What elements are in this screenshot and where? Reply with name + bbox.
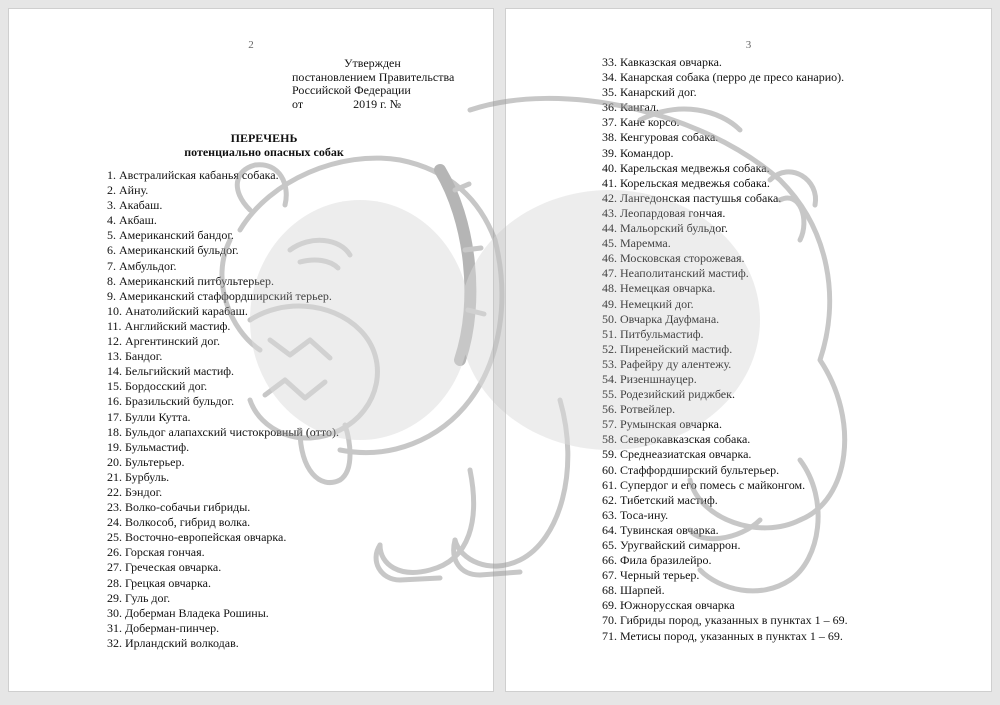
breed-list-left-item: 10. Анатолийский карабаш. [107,303,248,318]
breed-list-right-item: 64. Тувинская овчарка. [602,522,719,537]
breed-list-right-item: 34. Канарская собака (перро де пресо канарио). [602,70,845,85]
breed-list-right-item: 53. Рафейру ду алентежу. [602,356,732,371]
breed-list-left-item: 21. Бурбуль. [107,469,170,484]
breed-list-right-item: 40. Карельская медвежья собака. [602,160,770,175]
breed-list-left-item: 6. Американский бульдог. [107,243,239,258]
breed-list-left-item: 24. Волкособ, гибрид волка. [107,515,251,530]
breed-list-right-item: 35. Канарский дог. [602,85,697,100]
breed-list-left-item: 17. Булли Кутта. [107,409,191,424]
document-page-right [505,8,992,692]
breed-list-left-item: 1. Австралийская кабанья собака. [107,168,279,182]
breed-list-right-item: 37. Кане корсо. [602,115,680,130]
breed-list-right-item: 43. Леопардовая гончая. [602,205,726,220]
breed-list-left-item: 28. Грецкая овчарка. [107,575,211,590]
breed-list-left-item: 29. Гуль дог. [107,590,171,605]
approval-line-2: постановлением Правительства [292,69,455,84]
breed-list-right-item: 60. Стаффордширский бультерьер. [602,462,780,477]
breed-list-left-item: 15. Бордосский дог. [107,379,208,394]
breed-list-right-item: 62. Тибетский мастиф. [602,492,718,507]
breed-list-left [107,168,339,651]
breed-list-right-item: 52. Пиренейский мастиф. [602,341,733,356]
breed-list-right-item: 45. Маремма. [602,236,671,251]
breed-list-right-item: 38. Кенгуровая собака. [602,130,719,145]
breed-list-right-item: 55. Родезийский риджбек. [602,387,735,402]
breed-list-right-item: 56. Ротвейлер. [602,402,676,417]
breed-list-right-item: 39. Командор. [602,145,674,160]
breed-list-left-item: 4. Акбаш. [107,213,157,228]
breed-list-left-item: 16. Бразильский бульдог. [107,394,235,409]
breed-list-left-item: 32. Ирландский волкодав. [107,635,239,650]
approval-date-year: 2019 г. № [353,96,402,111]
breed-list-right-item: 46. Московская сторожевая. [602,251,745,266]
page-number-left: 2 [248,39,254,51]
breed-list-left-item: 30. Доберман Владека Рошины. [107,605,269,620]
breed-list-right-item: 69. Южнорусская овчарка [602,598,735,613]
breed-list-right-item: 42. Лангедонская пастушья собака. [602,190,782,205]
breed-list-right-item: 67. Черный терьер. [602,568,700,583]
breed-list-right-item: 36. Кангал. [602,100,659,115]
title-subheading: потенциально опасных собак [184,145,344,159]
breed-list-left-item: 25. Восточно-европейская овчарка. [107,530,287,545]
approval-date-prefix: от [292,96,304,111]
breed-list-left-item: 19. Бульмастиф. [107,439,190,454]
approval-date-row [292,98,454,112]
breed-list-right-item: 49. Немецкий дог. [602,296,694,311]
breed-list-right-item: 59. Среднеазиатская овчарка. [602,447,752,462]
breed-list-right-item: 33. Кавказская овчарка. [602,55,722,69]
breed-list-right-item: 44. Мальорский бульдог. [602,221,728,236]
document-page-left [8,8,494,692]
breed-list-right-item: 68. Шарпей. [602,583,665,598]
breed-list-right-item: 41. Корельская медвежья собака. [602,175,770,190]
breed-list-right-item: 66. Фила бразилейро. [602,553,712,568]
breed-list-right-item: 54. Ризеншнауцер. [602,371,697,386]
breed-list-right-item: 63. Тоса-ину. [602,507,669,522]
breed-list-right-item: 48. Немецкая овчарка. [602,281,716,296]
breed-list-left-item: 9. Американский стаффордширский терьер. [107,288,332,303]
breed-list-left-item: 18. Бульдог алапахский чистокровный (отто). [107,424,339,439]
approval-block [292,57,454,111]
breed-list-left-item: 23. Волко-собачьи гибриды. [107,500,251,515]
breed-list-left-item: 22. Бэндог. [107,484,163,499]
breed-list-right-item: 57. Румынская овчарка. [602,417,722,432]
breed-list-left-item: 7. Амбульдог. [107,258,177,273]
breed-list-left-item: 20. Бультерьер. [107,454,185,469]
breed-list-left-item: 11. Английский мастиф. [107,318,231,333]
breed-list-right-item: 71. Метисы пород, указанных в пунктах 1 – 69. [602,628,843,643]
breed-list-left-item: 27. Греческая овчарка. [107,560,222,575]
page-number-right: 3 [745,39,752,51]
breed-list-left-item: 12. Аргентинский дог. [107,334,220,349]
breed-list-right-item: 50. Овчарка Дауфмана. [602,311,720,326]
breed-list-left-item: 26. Горская гончая. [107,545,205,560]
breed-list-left-item: 8. Американский питбультерьер. [107,273,274,288]
breed-list-right-item: 47. Неаполитанский мастиф. [602,266,749,281]
breed-list-left-item: 13. Бандог. [107,349,163,364]
approval-line-1: Утвержден [344,56,401,70]
breed-list-right-item: 70. Гибриды пород, указанных в пунктах 1 – 69. [602,613,848,628]
breed-list-right-item: 61. Супердог и его помесь с майконгом. [602,477,806,492]
breed-list-right [602,55,848,644]
breed-list-right-item: 51. Питбульмастиф. [602,326,704,341]
breed-list-left-item: 2. Айну. [107,183,149,198]
title-heading: ПЕРЕЧЕНЬ [230,131,298,145]
document-title [139,131,389,159]
approval-line-3: Российской Федерации [292,83,411,97]
breed-list-left-item: 31. Доберман-пинчер. [107,620,220,635]
breed-list-left-item: 3. Акабаш. [107,198,163,213]
breed-list-right-item: 65. Уругвайский симаррон. [602,538,741,552]
breed-list-right-item: 58. Северокавказская собака. [602,432,751,447]
breed-list-left-item: 5. Американский бандог. [107,228,234,243]
breed-list-left-item: 14. Бельгийский мастиф. [107,364,235,379]
